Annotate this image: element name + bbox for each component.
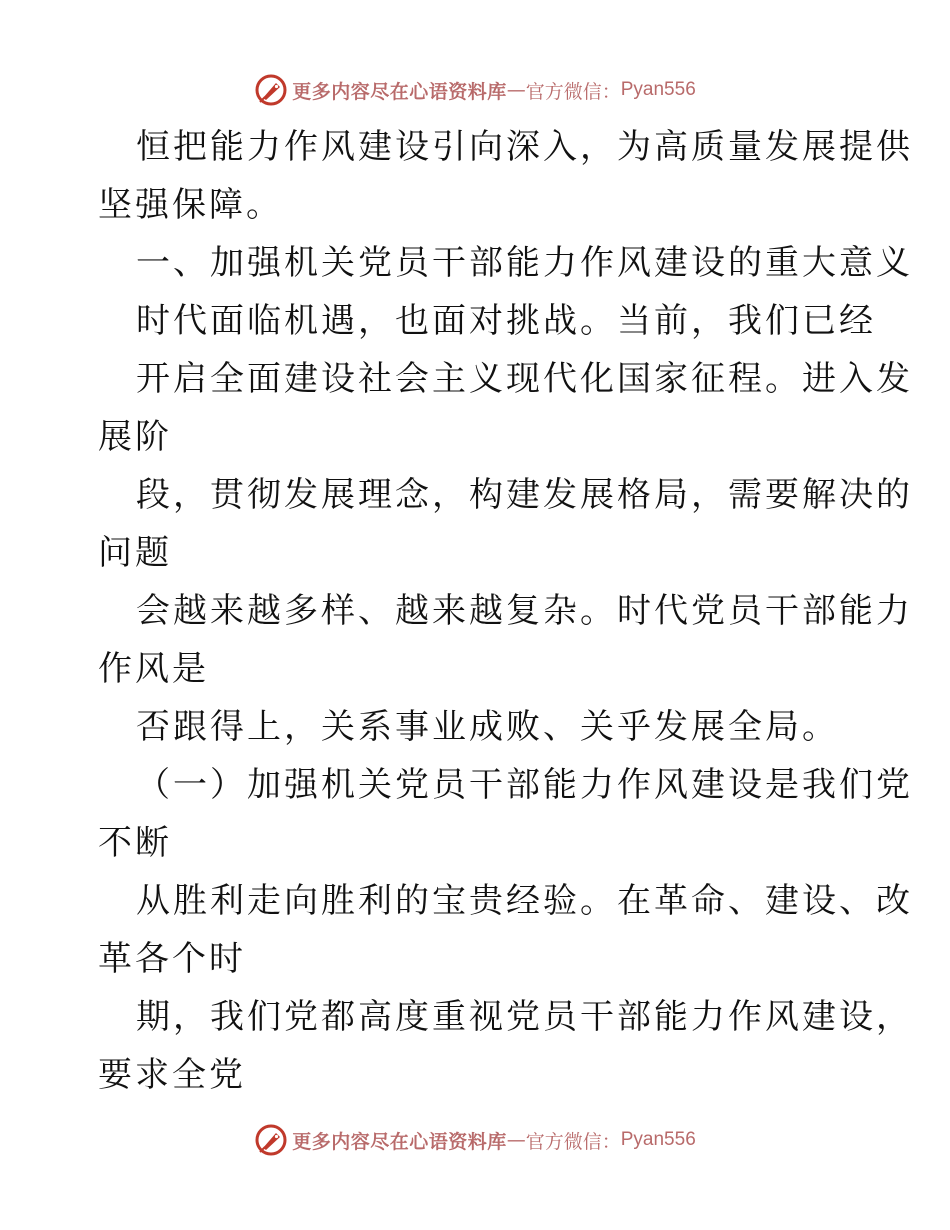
watermark-wechat-label: 官方微信： [525, 80, 621, 103]
text-line: 否跟得上，关系事业成败、关乎发展全局。 [136, 707, 839, 747]
footer-watermark [0, 1122, 950, 1158]
watermark-wechat-label: 官方微信： [525, 1130, 621, 1153]
watermark-wechat-id: Pyan556 [620, 1129, 696, 1150]
watermark-brand: 更多内容尽在心语资料库 [292, 80, 507, 103]
text-line: 坚强保障。 [98, 185, 283, 225]
text-line: 从胜利走向胜利的宝贵经验。在革命、建设、改 [136, 881, 913, 921]
text-line: 问题 [98, 533, 172, 573]
watermark-brand: 更多内容尽在心语资料库 [292, 1130, 507, 1153]
text-line: 开启全面建设社会主义现代化国家征程。进入发 [136, 359, 913, 399]
watermark-dash: — [506, 79, 526, 101]
watermark-wechat-id: Pyan556 [620, 79, 696, 100]
watermark-dash: — [506, 1129, 526, 1151]
document-body [98, 118, 913, 1104]
text-line: 不断 [98, 823, 172, 863]
text-line: 恒把能力作风建设引向深入，为高质量发展提供 [136, 127, 913, 167]
text-line: 要求全党 [98, 1055, 246, 1095]
subsection-heading: （一）加强机关党员干部能力作风建设是我们党 [136, 765, 913, 805]
text-line: 革各个时 [98, 939, 246, 979]
text-line: 会越来越多样、越来越复杂。时代党员干部能力 [136, 591, 913, 631]
text-line: 段，贯彻发展理念，构建发展格局，需要解决的 [136, 475, 913, 515]
text-line: 展阶 [98, 417, 172, 457]
text-line: 作风是 [98, 649, 209, 689]
fountain-pen-logo-icon [254, 1123, 288, 1157]
fountain-pen-logo-icon [254, 73, 288, 107]
header-watermark [0, 72, 950, 108]
section-heading: 一、加强机关党员干部能力作风建设的重大意义 [136, 243, 913, 283]
text-line: 期，我们党都高度重视党员干部能力作风建设， [136, 997, 913, 1037]
text-line: 时代面临机遇，也面对挑战。当前，我们已经 [136, 301, 876, 341]
